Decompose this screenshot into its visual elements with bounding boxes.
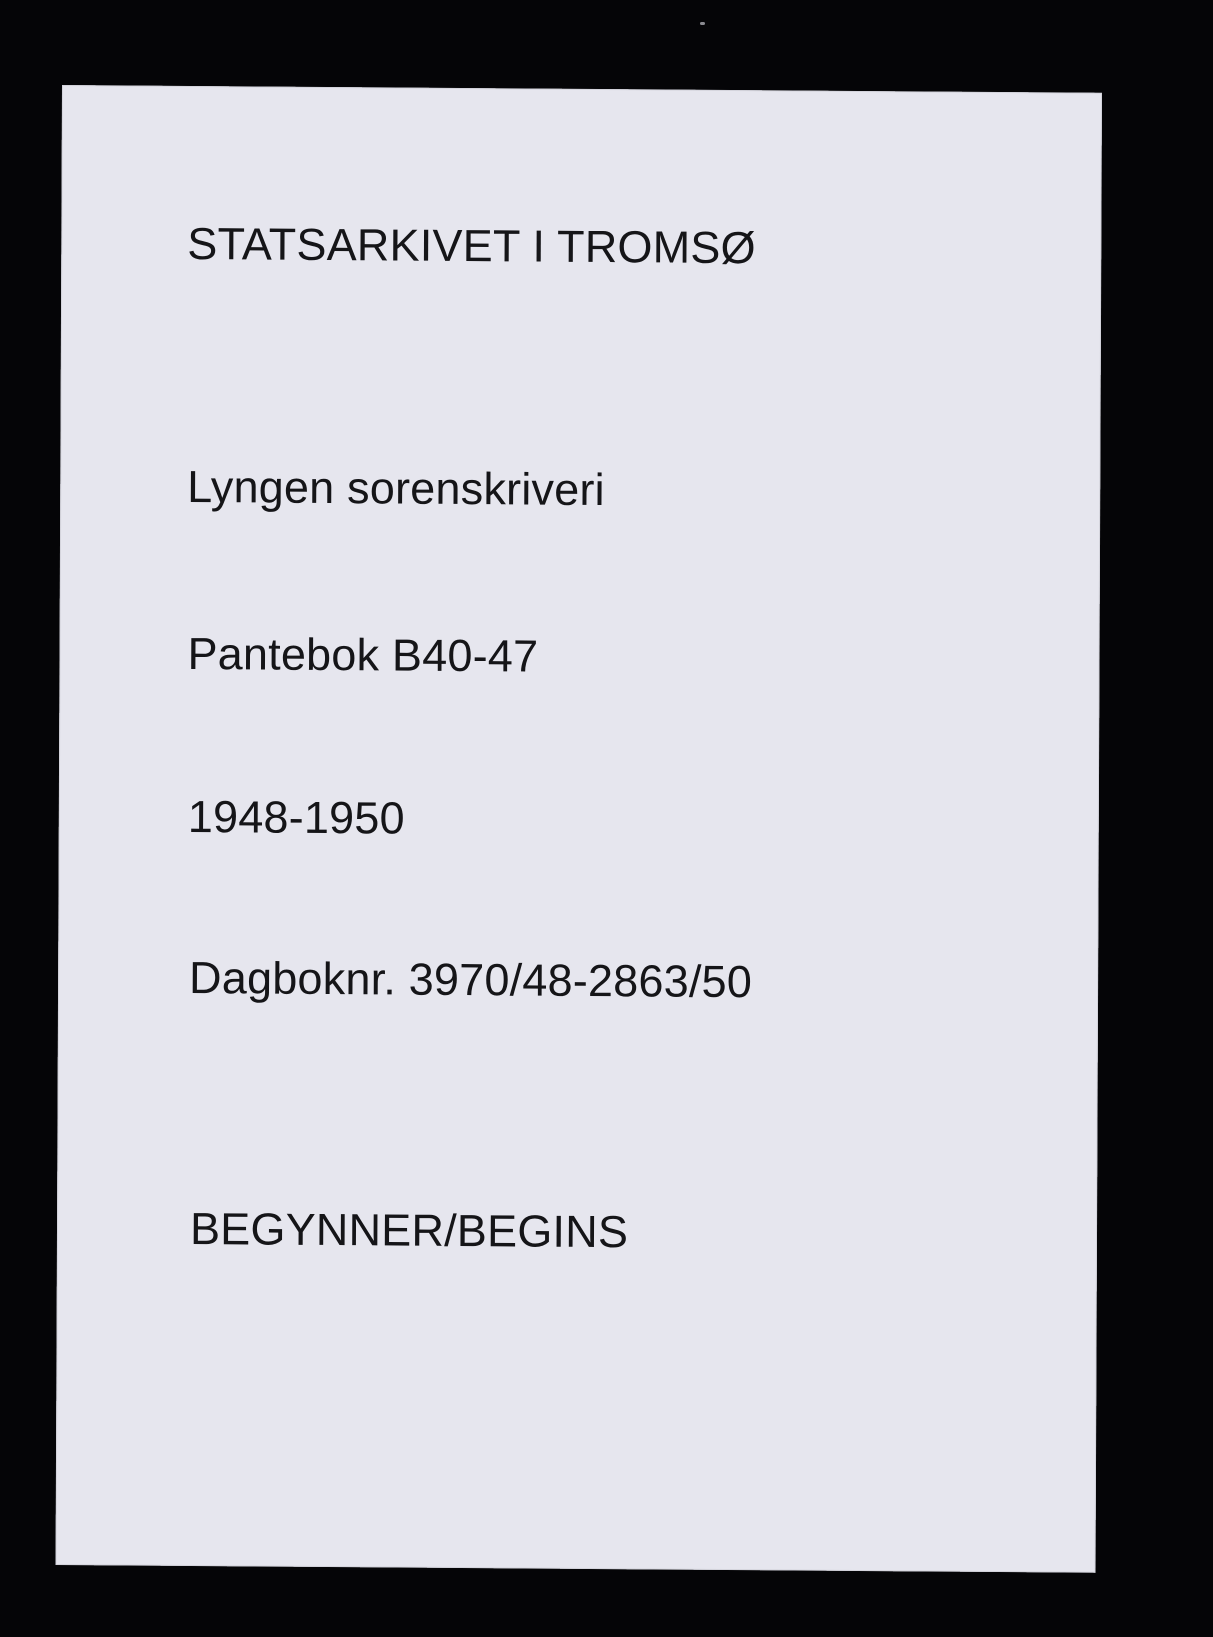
office-name: Lyngen sorenskriveri [187,460,605,516]
dust-speck [700,22,705,25]
volume-title: Pantebok B40-47 [187,627,539,682]
title-card [56,85,1102,1573]
entry-range: Dagboknr. 3970/48-2863/50 [188,951,753,1008]
archive-name: STATSARKIVET I TROMSØ [187,217,756,274]
begins-marker: BEGYNNER/BEGINS [189,1202,629,1258]
year-range: 1948-1950 [187,790,405,844]
